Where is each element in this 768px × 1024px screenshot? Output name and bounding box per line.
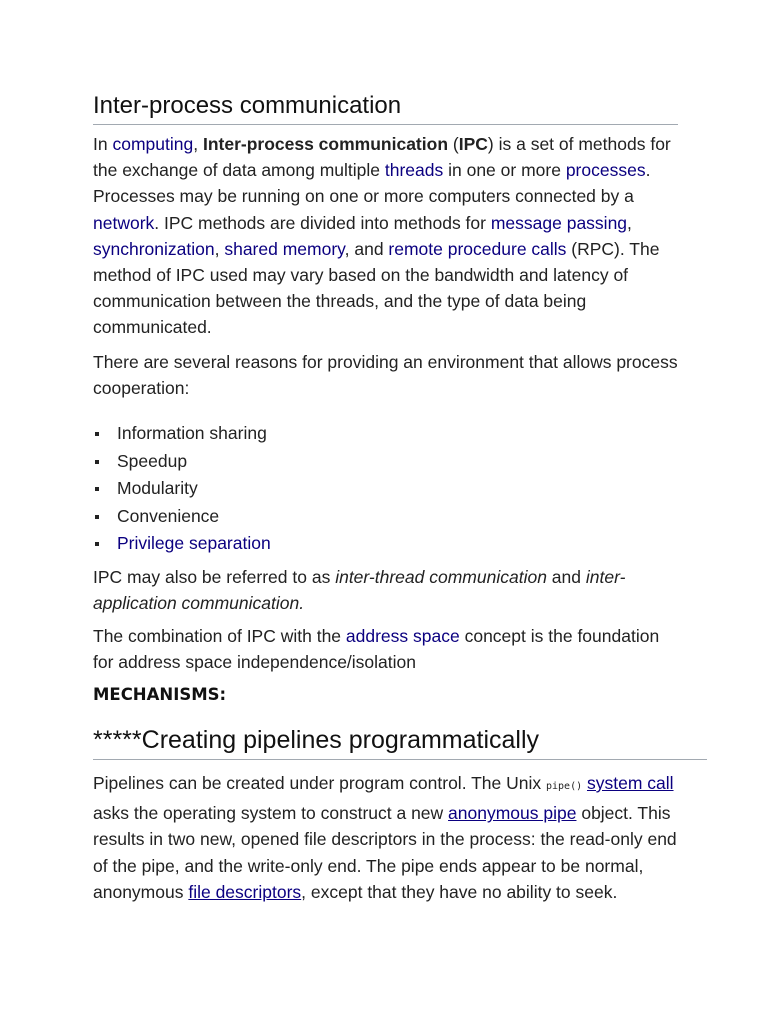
text: The combination of IPC with the (93, 626, 346, 646)
link-privilege-separation[interactable]: Privilege separation (117, 533, 271, 554)
reasons-list (93, 420, 271, 558)
list-item-label: Modularity (117, 478, 198, 499)
bullet-icon (95, 460, 99, 464)
combination-paragraph (93, 623, 678, 675)
text: Pipelines can be created under program control. The Unix (93, 773, 546, 793)
bullet-icon (95, 542, 99, 546)
term-ipc-full: Inter-process communication (202, 134, 449, 154)
intro-paragraph (93, 131, 678, 341)
text: IPC may also be referred to as (93, 567, 336, 587)
list-item (93, 420, 271, 448)
text: and (546, 567, 586, 587)
text: asks the operating system to construct a new (93, 803, 449, 824)
pipelines-paragraph (93, 770, 683, 905)
text: concept is the foundation for address space independence/isolation (93, 626, 660, 673)
text: In (93, 134, 113, 154)
link-processes[interactable]: processes (565, 160, 646, 181)
text: , (193, 134, 203, 154)
code-pipe: pipe() (545, 781, 583, 792)
link-anonymous-pipe[interactable]: anonymous pipe (448, 803, 577, 824)
link-message-passing[interactable]: message passing (490, 212, 628, 233)
list-item (93, 475, 271, 503)
reasons-intro: There are several reasons for providing an environment that allows process cooperation: (93, 352, 678, 399)
list-item (93, 448, 271, 476)
list-item (93, 530, 271, 558)
text: , except that they have no ability to seek. (301, 881, 618, 902)
text: object. This results in two new, opened file descriptors in the process: the read-only end of the pipe, and the write-only end. The pipe ends appear to be normal, anonymous (93, 803, 677, 902)
bullet-icon (95, 515, 99, 519)
bullet-icon (95, 487, 99, 491)
term-inter-thread: inter-thread communication (335, 567, 547, 587)
link-address-space[interactable]: address space (345, 626, 460, 646)
text: , (627, 212, 632, 233)
text: in one or more (443, 160, 566, 181)
text: ( (448, 134, 459, 154)
text: . IPC methods are divided into methods for (154, 212, 491, 233)
text: ) is a set of methods for the exchange of data among multiple (93, 134, 671, 181)
aka-paragraph (93, 564, 678, 616)
term-inter-application: inter-application communication. (93, 567, 626, 614)
term-ipc: IPC (458, 134, 488, 154)
section-heading-pipelines: *****Creating pipelines programmatically (93, 721, 707, 760)
text: , and (344, 238, 389, 259)
text: , (214, 238, 225, 259)
text: (RPC). The method of IPC used may vary based on the bandwidth and latency of communication between the threads, and the type of data being communicated. (93, 238, 660, 338)
list-item (93, 503, 271, 531)
mechanisms-label: MECHANISMS: (93, 685, 227, 704)
list-item-label: Convenience (117, 505, 220, 526)
link-threads[interactable]: threads (384, 160, 444, 181)
text: . Processes may be running on one or more computers connected by a (93, 160, 651, 207)
link-network[interactable]: network (93, 212, 155, 233)
list-item-label: Speedup (117, 450, 188, 471)
link-remote-procedure-calls[interactable]: remote procedure calls (388, 238, 567, 259)
link-computing[interactable]: computing (112, 134, 194, 154)
link-system-call[interactable]: system call (586, 773, 674, 793)
section-heading-ipc: Inter-process communication (93, 88, 678, 125)
list-item-label: Information sharing (117, 423, 267, 443)
link-shared-memory[interactable]: shared memory (224, 238, 345, 259)
link-synchronization[interactable]: synchronization (93, 238, 215, 259)
bullet-icon (95, 432, 99, 436)
link-file-descriptors[interactable]: file descriptors (188, 881, 302, 902)
